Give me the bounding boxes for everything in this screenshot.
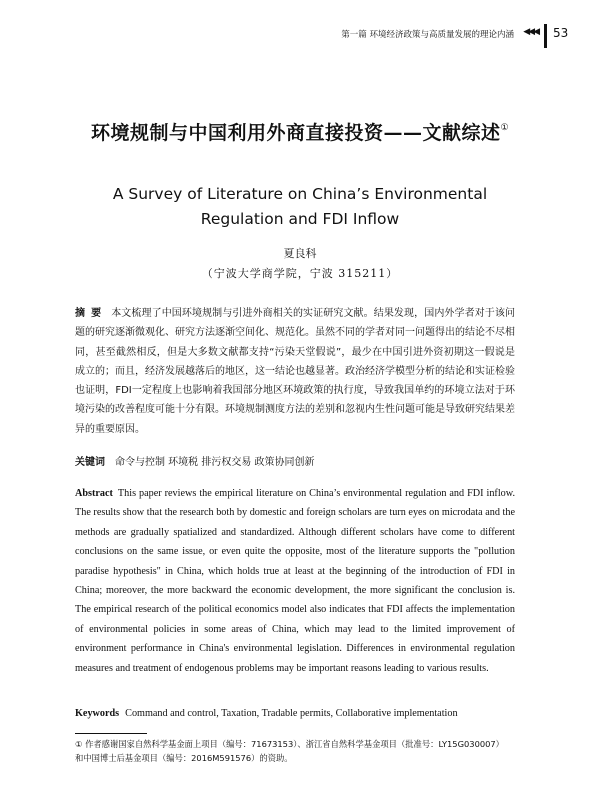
english-abstract-label: Abstract [75,488,113,499]
english-title-line-2: Regulation and FDI Inflow [200,210,400,228]
english-keywords [75,708,515,719]
chinese-keywords [75,453,515,468]
english-title [0,182,600,232]
chinese-keywords-text: 命令与控制 环境税 排污权交易 政策协同创新 [115,457,315,468]
chinese-abstract-label: 摘要 [75,308,108,319]
chinese-title [0,118,600,145]
running-title: 第一篇 环境经济政策与高质量发展的理论内涵 [341,30,514,40]
chinese-title-text: 环境规制与中国利用外商直接投资——文献综述 [90,122,501,144]
english-abstract-text: This paper reviews the empirical literature on China’s environmental regulation and FDI inflow. The results show that the research both by domestic and foreign scholars are turn eyes on microdata and the methods are gradually spatialized and standardized. Although different scholars have come to different conclusions on the same issue, or even quite the opposite, most of the literature supports the "pollution paradise hypothesis" in China, which holds true at least at the beginning of the introduction of FDI in China; moreover, the more backward the economic development, the more significant the conclusion is. The empirical research of the political economics model also indicates that FDI affects the implementation of environmental policies in some areas of China, which may lead to the limited improvement of environment performance in China's environmental legislation. Differences in environmental regulation measures and treatment of endogenous problems may be important reasons leading to various results. [75,488,515,674]
english-title-line-1: A Survey of Literature on China’s Environmental [112,185,488,203]
english-keywords-text: Command and control, Taxation, Tradable permits, Collaborative implementation [125,708,458,719]
author-affiliation: （宁波大学商学院，宁波 315211） [201,267,399,280]
english-keywords-label: Keywords [75,708,120,719]
author-name: 夏良科 [283,247,317,260]
chinese-abstract [75,304,515,439]
footnote-line-1: ① 作者感谢国家自然科学基金面上项目（编号：71673153）、浙江省自然科学基金项目（批准号：LY15G030007） [75,739,504,749]
footnote-line-2: 和中国博士后基金项目（编号：2016M591576）的资助。 [75,753,293,763]
english-abstract [75,484,515,678]
page-number: 53 [553,26,569,40]
triple-arrow-icon: ◀◀◀ [523,27,538,37]
footnote [75,737,530,765]
header-divider [544,24,547,48]
footnote-divider [75,733,147,734]
running-header [0,24,600,46]
title-footnote-marker: ① [500,123,510,133]
chinese-abstract-text: 本文梳理了中国环境规制与引进外商相关的实证研究文献。结果发现，国内外学者对于该问题的研究逐渐微观化、研究方法逐渐空间化、规范化。虽然不同的学者对同一问题得出的结论不尽相同，甚至截然相反，但是大多数文献都支持“污染天堂假说”，最少在中国引进外资初期这一假说是成立的；而且，经济发展越落后的地区，这一结论也越显著。政治经济学模型分析的结论和实证检验也证明，FDI一定程度上也影响着我国部分地区环境政策的执行度，导致我国单约的环境立法对于环境污染的改善程度可能十分有限。环境规制测度方法的差别和忽视内生性问题可能是导致研究结果差异的重要原因。 [75,308,516,435]
chinese-keywords-label: 关键词 [75,457,105,468]
